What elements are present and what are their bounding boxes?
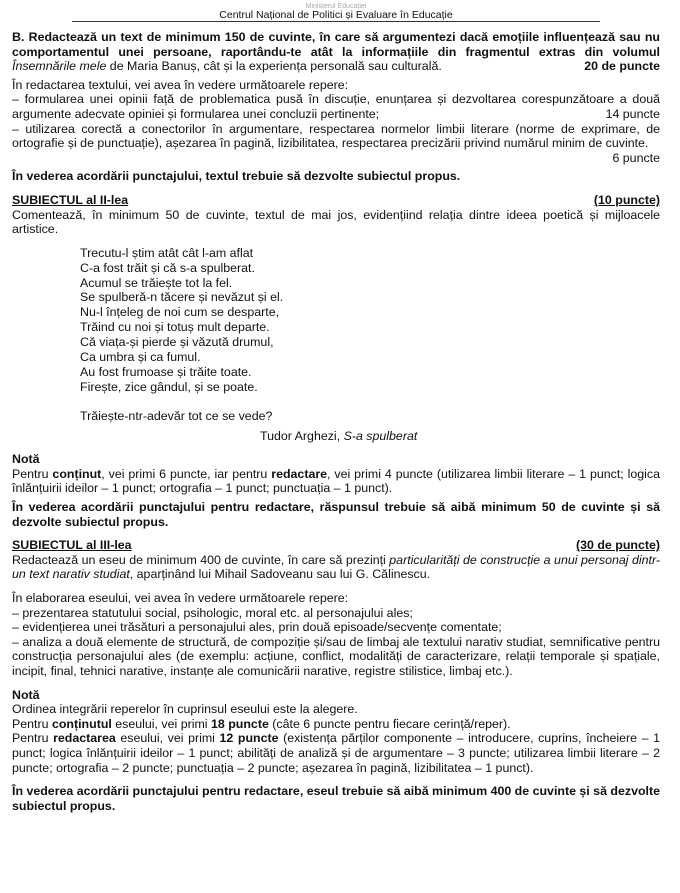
part-b-rep2: – utilizarea corectă a conectorilor în argumentare, respectarea normelor limbii literare (norme de exprimare, de ortografie și de punctuație), așezarea în pagină, lizibilitatea, respectarea precizării privind numărul minim de cuvinte. — [12, 121, 660, 151]
subject3-rep3: – analiza a două elemente de structură, de compoziție și/sau de limbaj ale textului narativ studiat, semnificative pentru construcția personajului ales (de exemplu: acțiune, conflict, modalități de caracterizare, relații temporale și spațiale, incipit, final, tehnici narative, instanțe ale comunicării narative, registre stilistice, limbaj etc.). — [12, 634, 660, 678]
nota-redactare-word: redactarea — [53, 731, 116, 746]
part-b-intro: În redactarea textului, vei avea în vedere următoarele repere: — [12, 77, 349, 92]
subject3-bold-note: În vederea acordării punctajului pentru redactare, eseul trebuie să aibă minimum 400 de cuvinte și să dezvolte subiectul propus. — [12, 784, 660, 813]
subject2-bold-note: În vederea acordării punctajului pentru redactare, răspunsul trebuie să aibă minimum 50 de cuvinte și să dezvolte subiectul propus. — [12, 500, 660, 529]
part-b-rep1 — [12, 92, 660, 121]
part-b-bold-note: În vederea acordării punctajului, textul trebuie să dezvolte subiectul propus. — [12, 169, 461, 184]
subject2-nota — [12, 467, 660, 496]
subject3-nota-title: Notă — [12, 687, 40, 702]
nota-text: (câte 6 puncte pentru fiecare cerință/reper). — [268, 716, 511, 731]
subject3-title: SUBIECTUL al III-lea — [12, 538, 132, 553]
subject2-nota-title: Notă — [12, 452, 40, 467]
nota-text: eseului, vei primi — [115, 731, 220, 746]
task-text: , aparținând lui Mihail Sadoveanu sau lui G. Călinescu. — [129, 567, 431, 582]
subject3-rep1: – prezentarea statutului social, psihologic, moral etc. al personajului ales; — [12, 605, 413, 620]
part-b-task — [12, 30, 660, 74]
nota-text: , vei primi 6 puncte, iar pentru — [101, 466, 272, 481]
nota-text: Pentru — [12, 731, 54, 746]
subject2-heading — [12, 193, 660, 208]
subject3-nota2 — [12, 717, 660, 732]
nota-points: 18 puncte — [211, 716, 269, 731]
poem-title: S-a spulberat — [343, 428, 418, 443]
subject3-points: (30 de puncte) — [576, 538, 660, 553]
subject3-nota1: Ordinea integrării reperelor în cuprinsul eseului este la alegere. — [12, 702, 358, 717]
poem-line: Că viața-și pierde și văzută drumul, — [80, 335, 274, 350]
poem-line: Se spulberă-n tăcere și nevăzut și el. — [80, 290, 284, 305]
nota-content-word: conținutul — [51, 716, 112, 731]
center-label: Centrul Național de Politici și Evaluare în Educație — [219, 9, 453, 21]
nota-text: Pentru — [12, 466, 53, 481]
poem-line: Au fost frumoase și trăite toate. — [80, 364, 252, 379]
part-b-rep2-points: 6 puncte — [612, 150, 660, 165]
ministry-label: Ministerul Educației — [305, 3, 367, 10]
nota-redactare-word: redactare — [271, 466, 328, 481]
task-italic: particularități de construcție a unui personaj dintr-un text narativ studiat — [12, 552, 660, 582]
subject2-title: SUBIECTUL al II-lea — [12, 192, 129, 207]
subject3-intro: În elaborarea eseului, vei avea în vedere următoarele repere: — [12, 591, 349, 606]
part-b-task-text: B. Redactează un text de minimum 150 de cuvinte, în care să argumentezi dacă emoțiile influențează sau nu comportamentul unei persoane, raportându-te atât la informațiile din fragmentul extras din volumul — [12, 30, 660, 59]
nota-points: 12 puncte — [219, 731, 279, 746]
part-b-rep1-points: 14 puncte — [605, 106, 660, 121]
subject2-task: Comentează, în minimum 50 de cuvinte, textul de mai jos, evidențiind relația dintre ideea poetică și mijloacele artistice. — [12, 207, 660, 237]
poem-line: Ca umbra și ca fumul. — [80, 350, 201, 365]
poem-attribution — [260, 429, 660, 444]
poem-line: Acumul se trăiește tot la fel. — [80, 275, 233, 290]
nota-text: Pentru — [12, 716, 52, 731]
nota-text: eseului, vei primi — [111, 716, 211, 731]
poem-line: Nu-l înțeleg de noi cum se desparte, — [80, 305, 280, 320]
poem-author: Tudor Arghezi, — [260, 428, 344, 443]
poem-line: Firește, zice gândul, și se poate. — [80, 379, 258, 394]
nota-text: , vei primi 4 puncte (utilizarea limbii literare – 1 punct; logica înlănțuirii ideilor – 1 punct; ortografia – 1 punct; punctuația – 1 punct). — [12, 466, 661, 496]
part-b-book-title: Însemnările mele — [12, 59, 107, 74]
part-b-points: 20 de puncte — [584, 59, 660, 74]
poem-line: C-a fost trăit și că s-a spulberat. — [80, 260, 255, 275]
poem — [80, 246, 660, 424]
poem-line: Trecutu-l știm atât cât l-am aflat — [80, 245, 254, 260]
nota-text: (existența părților componente – introducere, cuprins, încheiere – 1 punct; logica înlănțuirii ideilor – 1 punct; abilități de analiză și de argumentare – 3 puncte; utilizarea limbii literare – 2 puncte; ortografia – 2 puncte; punctuația – 2 puncte; așezarea în pagină, lizibilitatea – 1 punct). — [12, 731, 660, 775]
nota-content-word: conținut — [52, 466, 102, 481]
poem-line: Trăind cu noi și totuș mult departe. — [80, 320, 270, 335]
subject3-heading — [12, 538, 660, 553]
subject3-task — [12, 553, 660, 582]
poem-last-line: Trăiește-ntr-adevăr tot ce se vede? — [80, 408, 273, 423]
part-b-rep1-text: – formularea unei opinii față de problematica pusă în discuție, enunțarea și dezvoltarea corespunzătoare a două argumente adecvate opiniei și formularea unei concluzii pertinente; — [12, 92, 660, 121]
subject3-rep2: – evidențierea unei trăsături a personajului ales, prin două episoade/secvențe comentate; — [12, 620, 502, 635]
part-b-task-end: de Maria Banuș, cât și la experiența personală sau culturală. — [106, 59, 442, 74]
subject3-nota3 — [12, 731, 660, 775]
task-text: Redactează un eseu de minimum 400 de cuvinte, în care să prezinți — [12, 552, 390, 567]
page-header — [72, 0, 600, 22]
subject2-points: (10 puncte) — [593, 192, 660, 207]
